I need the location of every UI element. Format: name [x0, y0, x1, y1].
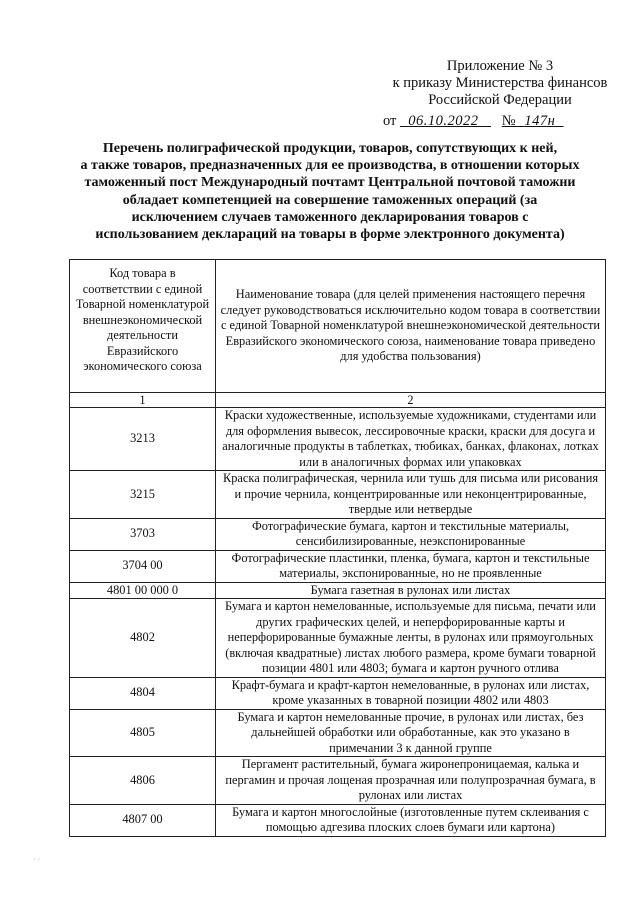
- table-row: [70, 518, 606, 550]
- goods-name: Бумага и картон многослойные (изготовленные путем склеивания с помощью адгезива плоских слоев бумаги или картона): [216, 804, 606, 836]
- column-numbering-row: [70, 393, 606, 408]
- appendix-number: Приложение № 3: [446, 58, 554, 74]
- goods-name: Пергамент растительный, бумага жиронепроницаемая, калька и пергамин и прочая лощеная прозрачная или полупрозрачная бумага, в рулонах или листах: [216, 757, 606, 805]
- goods-name: Фотографические пластинки, пленка, бумага, картон и текстильные материалы, экспонированные, но не проявленные: [216, 550, 606, 582]
- goods-code: 3213: [70, 408, 216, 471]
- title-line: использованием деклараций на товары в форме электронного документа): [95, 227, 565, 243]
- table-row: [70, 677, 606, 709]
- goods-name: Крафт-бумага и крафт-картон немелованные, в рулонах или листах, кроме указанных в товарной позиции 4802 или 4803: [216, 677, 606, 709]
- goods-code: 3704 00: [70, 550, 216, 582]
- table-row: [70, 408, 606, 471]
- table-row: [70, 582, 606, 599]
- table-header-row: [70, 260, 606, 393]
- goods-name: Бумага и картон немелованные, используемые для письма, печати или других графических целей, и неперфорированные карты и неперфорированные бумажные ленты, в рулонах или прямоугольных (включая квадратные) листах любого размера, кроме бумаги товарной позиции 4801 или 4803; бумага и картон ручного отлива: [216, 599, 606, 678]
- goods-name: Бумага газетная в рулонах или листах: [216, 582, 606, 599]
- goods-code: 4805: [70, 709, 216, 757]
- goods-code: 4802: [70, 599, 216, 678]
- table-row: [70, 550, 606, 582]
- appendix-country: Российской Федерации: [428, 92, 572, 108]
- table-row: [70, 471, 606, 519]
- goods-table: [69, 259, 606, 837]
- title-line: обладает компетенцией на совершение таможенных операций (за: [122, 192, 538, 208]
- header-code: Код товара в соответствии с единой Товарной номенклатурой внешнеэкономической деятельности Евразийского экономического союза: [70, 260, 216, 393]
- appendix-order-ref: к приказу Министерства финансов: [392, 75, 608, 91]
- title-line: исключением случаев таможенного декларирования товаров с: [131, 209, 529, 225]
- order-line: [383, 113, 564, 130]
- goods-name: Фотографические бумага, картон и текстильные материалы, сенсибилизированные, неэкспонированные: [216, 518, 606, 550]
- goods-name: Краски художественные, используемые художниками, студентами или для оформления вывесок, лессировочные краски, краски для досуга и аналогичные продукты в таблетках, тюбиках, банках, флаконах, лотках или в аналогичных формах или упаковках: [216, 408, 606, 471]
- goods-code: 3703: [70, 518, 216, 550]
- goods-code: 4806: [70, 757, 216, 805]
- column-number: 2: [216, 393, 606, 408]
- goods-code: 4801 00 000 0: [70, 582, 216, 599]
- order-from-label: от: [383, 113, 397, 129]
- table-row: [70, 599, 606, 678]
- goods-code: 4807 00: [70, 804, 216, 836]
- header-name: Наименование товара (для целей применения настоящего перечня следует руководствоваться исключительно кодом товара в соответствии с единой Товарной номенклатурой внешнеэкономической деятельности Евразийского экономического союза, наименование товара приведено для удобства пользования): [216, 260, 606, 393]
- table-row: [70, 757, 606, 805]
- goods-code: 3215: [70, 471, 216, 519]
- scan-mark: · ·: [33, 855, 41, 864]
- title-line: Перечень полиграфической продукции, товаров, сопутствующих к ней,: [102, 141, 558, 156]
- appendix-header: [380, 58, 620, 109]
- goods-name: Бумага и картон немелованные прочие, в рулонах или листах, без дальнейшей обработки или обработанные, как это указано в примечании 3 к данной группе: [216, 709, 606, 757]
- table-row: [70, 709, 606, 757]
- goods-code: 4804: [70, 677, 216, 709]
- column-number: 1: [70, 393, 216, 408]
- table-row: [70, 804, 606, 836]
- order-number: № 147н: [501, 113, 556, 129]
- document-title: [60, 140, 600, 243]
- title-line: а также товаров, предназначенных для ее производства, в отношении которых: [80, 158, 580, 174]
- goods-name: Краска полиграфическая, чернила или тушь для письма или рисования и прочие чернила, концентрированные или неконцентрированные, твердые или нетвердые: [216, 471, 606, 519]
- order-date: 06.10.2022: [408, 113, 479, 129]
- title-line: таможенный пост Международный почтамт Центральной почтовой таможни: [84, 175, 576, 191]
